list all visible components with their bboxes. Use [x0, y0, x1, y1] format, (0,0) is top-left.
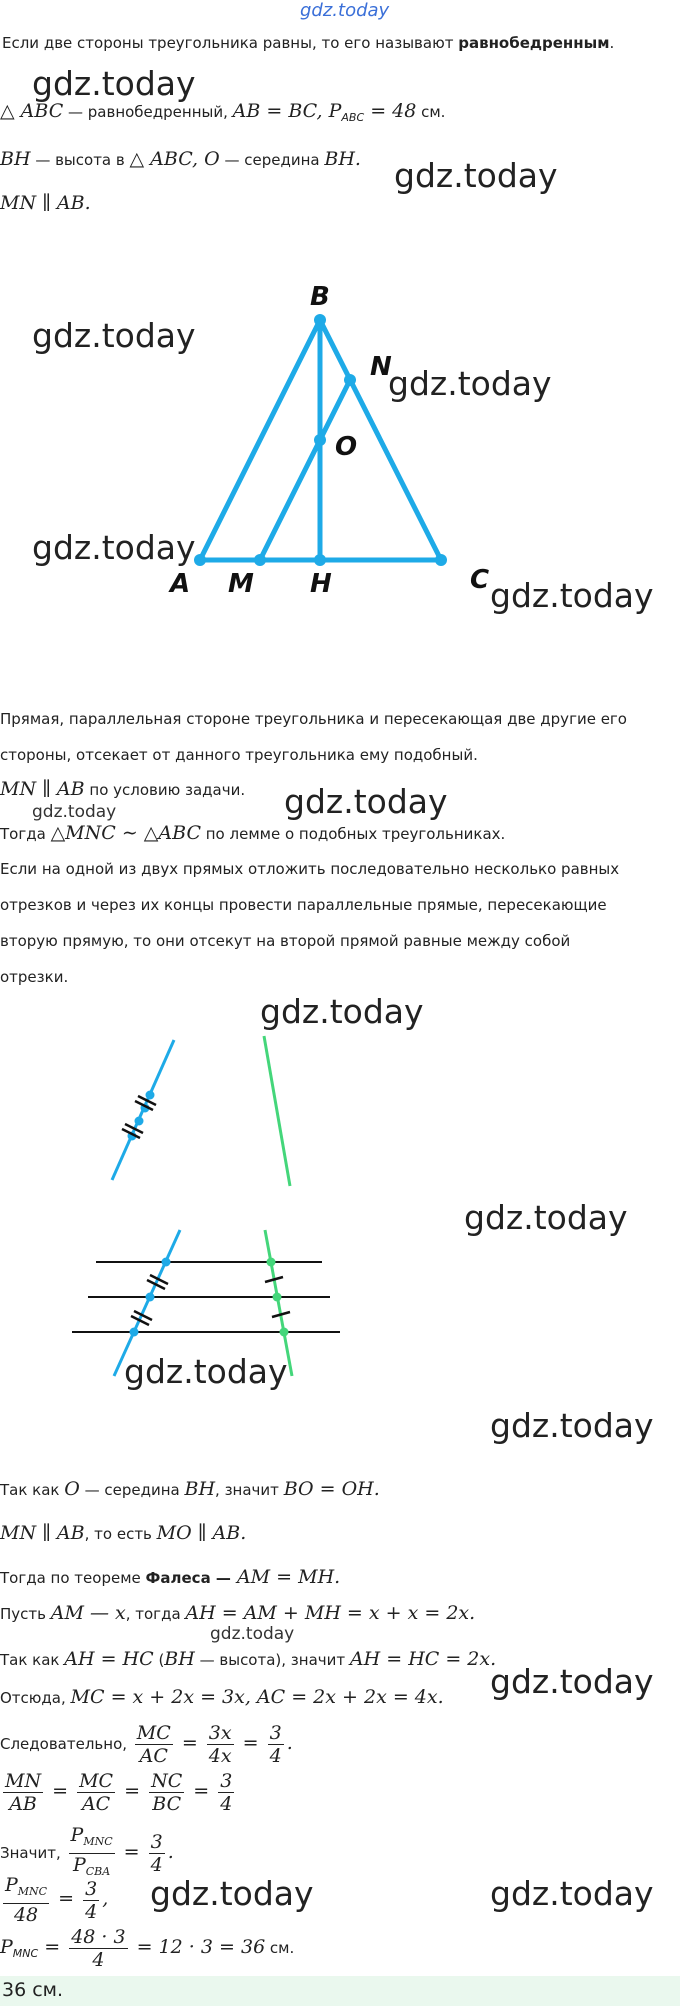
label-c: C — [470, 565, 490, 595]
s4-m2: AH = AM + MH = x + x = 2x. — [185, 1602, 476, 1624]
given2-triangle: △ ABC, O — [129, 148, 220, 170]
equals: = — [118, 1780, 147, 1802]
header-logo[interactable]: gdz.today — [300, 0, 390, 21]
frac-num: 48 · 3 — [71, 1926, 126, 1948]
fraction-3-4 — [268, 1722, 284, 1767]
s10-end: , — [102, 1887, 109, 1910]
frac-num: 3x — [208, 1722, 232, 1744]
solution-step-10 — [0, 1874, 108, 1926]
label-n: N — [370, 352, 392, 382]
fin-unit: см. — [265, 1939, 295, 1957]
solution-step-1 — [0, 1478, 380, 1500]
s1-bh: BH — [184, 1478, 216, 1500]
s2-a: MN ∥ AB — [0, 1522, 85, 1544]
s9-end: . — [167, 1841, 174, 1863]
definition-end: . — [609, 34, 615, 52]
point-b — [314, 314, 326, 326]
given2-bh: BH — [0, 148, 31, 170]
s1-c: , значит — [215, 1481, 284, 1499]
label-h: H — [310, 569, 332, 599]
q-den: 48 — [13, 1904, 39, 1926]
given1-unit: см. — [416, 103, 446, 121]
solution-step-3 — [0, 1566, 340, 1588]
watermark: gdz.today — [388, 364, 552, 403]
given2-bh2: BH. — [324, 148, 361, 170]
s6-a: Отсюда, — [0, 1689, 71, 1707]
upper-green-line — [264, 1036, 290, 1186]
watermark: gdz.today — [464, 1198, 628, 1237]
watermark: gdz.today — [284, 782, 448, 821]
fraction-3-4-b — [218, 1770, 234, 1815]
s7-end: . — [286, 1732, 293, 1754]
fraction-mc-ac — [135, 1722, 173, 1767]
s5-m3: AH = HC = 2x. — [349, 1648, 497, 1670]
point-o — [314, 434, 326, 446]
s1-o: O — [64, 1478, 80, 1500]
definition-line — [2, 34, 614, 52]
fin-rest: = 12 · 3 = 36 — [130, 1936, 266, 1958]
s1-a: Так как — [0, 1481, 65, 1499]
s2-c: MO ∥ AB. — [156, 1522, 247, 1544]
given2-text2: — середина — [219, 151, 325, 169]
equals: = — [46, 1780, 75, 1802]
s3-bold: Фалеса — — [145, 1569, 231, 1587]
watermark: gdz.today — [150, 1874, 314, 1913]
watermark: gdz.today — [124, 1352, 288, 1391]
frac-den: 4 — [150, 1854, 163, 1876]
given-line-2 — [0, 148, 361, 170]
frac-den: AC — [139, 1745, 168, 1767]
equals: = — [187, 1780, 216, 1802]
cond-text: по условию задачи. — [84, 781, 246, 799]
point-m — [254, 554, 266, 566]
given1-eq: AB = BC, P — [232, 100, 342, 122]
point-a — [194, 554, 206, 566]
frac-num: 3 — [269, 1722, 282, 1744]
s5-c: — высота), значит — [194, 1651, 350, 1669]
watermark-small: gdz.today — [210, 1624, 295, 1644]
definition-bold: равнобедренным — [458, 34, 610, 52]
frac-num: 3 — [220, 1770, 233, 1792]
solution-step-2 — [0, 1522, 246, 1544]
equals: = — [117, 1841, 146, 1863]
s3-a: Тогда по теореме — [0, 1569, 146, 1587]
fraction-3-4-c — [149, 1831, 165, 1876]
fin-p: P — [0, 1936, 13, 1958]
answer-text: 36 см. — [2, 1979, 64, 2001]
solution-ratio — [0, 1770, 237, 1815]
given-line-3: MN ∥ AB. — [0, 192, 91, 214]
similarity-then — [0, 822, 505, 844]
watermark: gdz.today — [490, 1662, 654, 1701]
watermark-small: gdz.today — [32, 802, 117, 822]
equals: = — [175, 1732, 204, 1754]
s6-m: MC = x + 2x = 3x, AC = 2x + 2x = 4x. — [70, 1686, 444, 1708]
fraction-nc-bc — [149, 1770, 184, 1815]
frac-den: 4 — [85, 1900, 98, 1923]
frac-num: MC — [79, 1770, 114, 1792]
equals: = — [236, 1732, 265, 1754]
watermark: gdz.today — [490, 1874, 654, 1913]
similarity-line-2: стороны, отсекает от данного треугольника ему подобный. — [0, 746, 478, 764]
s5-m1: AH = HC — [64, 1648, 154, 1670]
fraction-48x3-4 — [69, 1926, 127, 1971]
thales-line-4: отрезки. — [0, 968, 69, 986]
s5-m2: BH — [164, 1648, 195, 1670]
watermark: gdz.today — [32, 316, 196, 355]
label-m: M — [228, 569, 254, 599]
frac-num: MC — [136, 1722, 171, 1744]
solution-step-5 — [0, 1648, 496, 1670]
given1-sub: ABC — [341, 111, 365, 124]
watermark: gdz.today — [32, 528, 196, 567]
equals: = — [52, 1887, 81, 1910]
frac-num: MN — [5, 1770, 42, 1792]
thales-line-1: Если на одной из двух прямых отложить последовательно несколько равных — [0, 860, 620, 878]
point-n — [344, 374, 356, 386]
solution-step-6 — [0, 1686, 444, 1708]
point-h — [314, 554, 326, 566]
given1-val: = 48 — [364, 100, 417, 122]
thales-line-3: вторую прямую, то они отсекут на второй прямой равные между собой — [0, 932, 571, 950]
q-num-sub: MNC — [17, 1885, 48, 1898]
fraction-3x-4x — [207, 1722, 234, 1767]
frac-num: 3 — [150, 1831, 163, 1853]
watermark: gdz.today — [490, 576, 654, 615]
watermark: gdz.today — [394, 156, 558, 195]
frac-den: 4 — [92, 1949, 105, 1971]
side-ab — [200, 320, 320, 560]
s2-b: , то есть — [84, 1525, 157, 1543]
q-num: P — [5, 1874, 18, 1896]
watermark: gdz.today — [32, 64, 196, 103]
upper-blue-line — [112, 1040, 174, 1180]
frac-den: 4 — [269, 1745, 282, 1767]
s4-b: , тогда — [125, 1605, 186, 1623]
given-line-1 — [0, 100, 445, 124]
cond-math: MN ∥ AB — [0, 778, 85, 800]
solution-final — [0, 1926, 294, 1971]
p-num-sub: MNC — [83, 1835, 113, 1848]
s4-a: Пусть — [0, 1605, 51, 1623]
then-end: по лемме о подобных треугольниках. — [200, 825, 506, 843]
frac-den: BC — [152, 1793, 182, 1815]
thales-line-2: отрезков и через их концы провести параллельные прямые, пересекающие — [0, 896, 607, 914]
p-num: P — [70, 1824, 84, 1846]
point-c — [435, 554, 447, 566]
parallel-lines — [72, 1262, 340, 1332]
s5-b: ( — [153, 1651, 165, 1669]
p-den: P — [72, 1854, 86, 1876]
fraction-3-4-d — [83, 1878, 99, 1923]
solution-step-7 — [0, 1722, 293, 1767]
solution-step-4 — [0, 1602, 475, 1624]
given2-text1: — высота в — [30, 151, 130, 169]
frac-num: 3 — [85, 1877, 98, 1900]
frac-den: 4x — [208, 1745, 232, 1767]
label-a: A — [170, 569, 191, 599]
p-den-sub: CBA — [85, 1865, 111, 1878]
s7-a: Следовательно, — [0, 1735, 132, 1753]
s1-b: — середина — [79, 1481, 185, 1499]
similarity-condition — [0, 778, 245, 800]
fraction-mc-ac-2 — [77, 1770, 115, 1815]
label-o: O — [335, 432, 358, 462]
given1-text: — равнобедренный, — [63, 103, 233, 121]
label-b: B — [310, 282, 330, 312]
then-text: Тогда — [0, 825, 51, 843]
given1-triangle: △ ABC — [0, 100, 64, 122]
s9-a: Значит, — [0, 1844, 66, 1862]
watermark: gdz.today — [490, 1406, 654, 1445]
frac-den: AC — [81, 1793, 111, 1815]
fraction-pmnc-48 — [3, 1874, 49, 1926]
segment-mn — [260, 380, 350, 560]
s1-eq: BO = OH. — [283, 1478, 380, 1500]
then-math: △MNC ∼ △ABC — [50, 822, 201, 844]
s3-eq: AM = MH. — [230, 1566, 341, 1588]
frac-den: AB — [9, 1793, 37, 1815]
frac-den: 4 — [220, 1793, 233, 1815]
fin-sub: MNC — [12, 1947, 39, 1960]
fraction-mn-ab — [3, 1770, 43, 1815]
equals: = — [38, 1936, 67, 1958]
frac-num: NC — [151, 1770, 183, 1792]
s4-m1: AM — x — [50, 1602, 126, 1624]
answer-box — [0, 1976, 680, 2006]
watermark: gdz.today — [260, 992, 424, 1031]
definition-text: Если две стороны треугольника равны, то его называют — [2, 34, 459, 52]
s5-a: Так как — [0, 1651, 65, 1669]
similarity-line-1: Прямая, параллельная стороне треугольника и пересекающая две другие его — [0, 710, 627, 728]
